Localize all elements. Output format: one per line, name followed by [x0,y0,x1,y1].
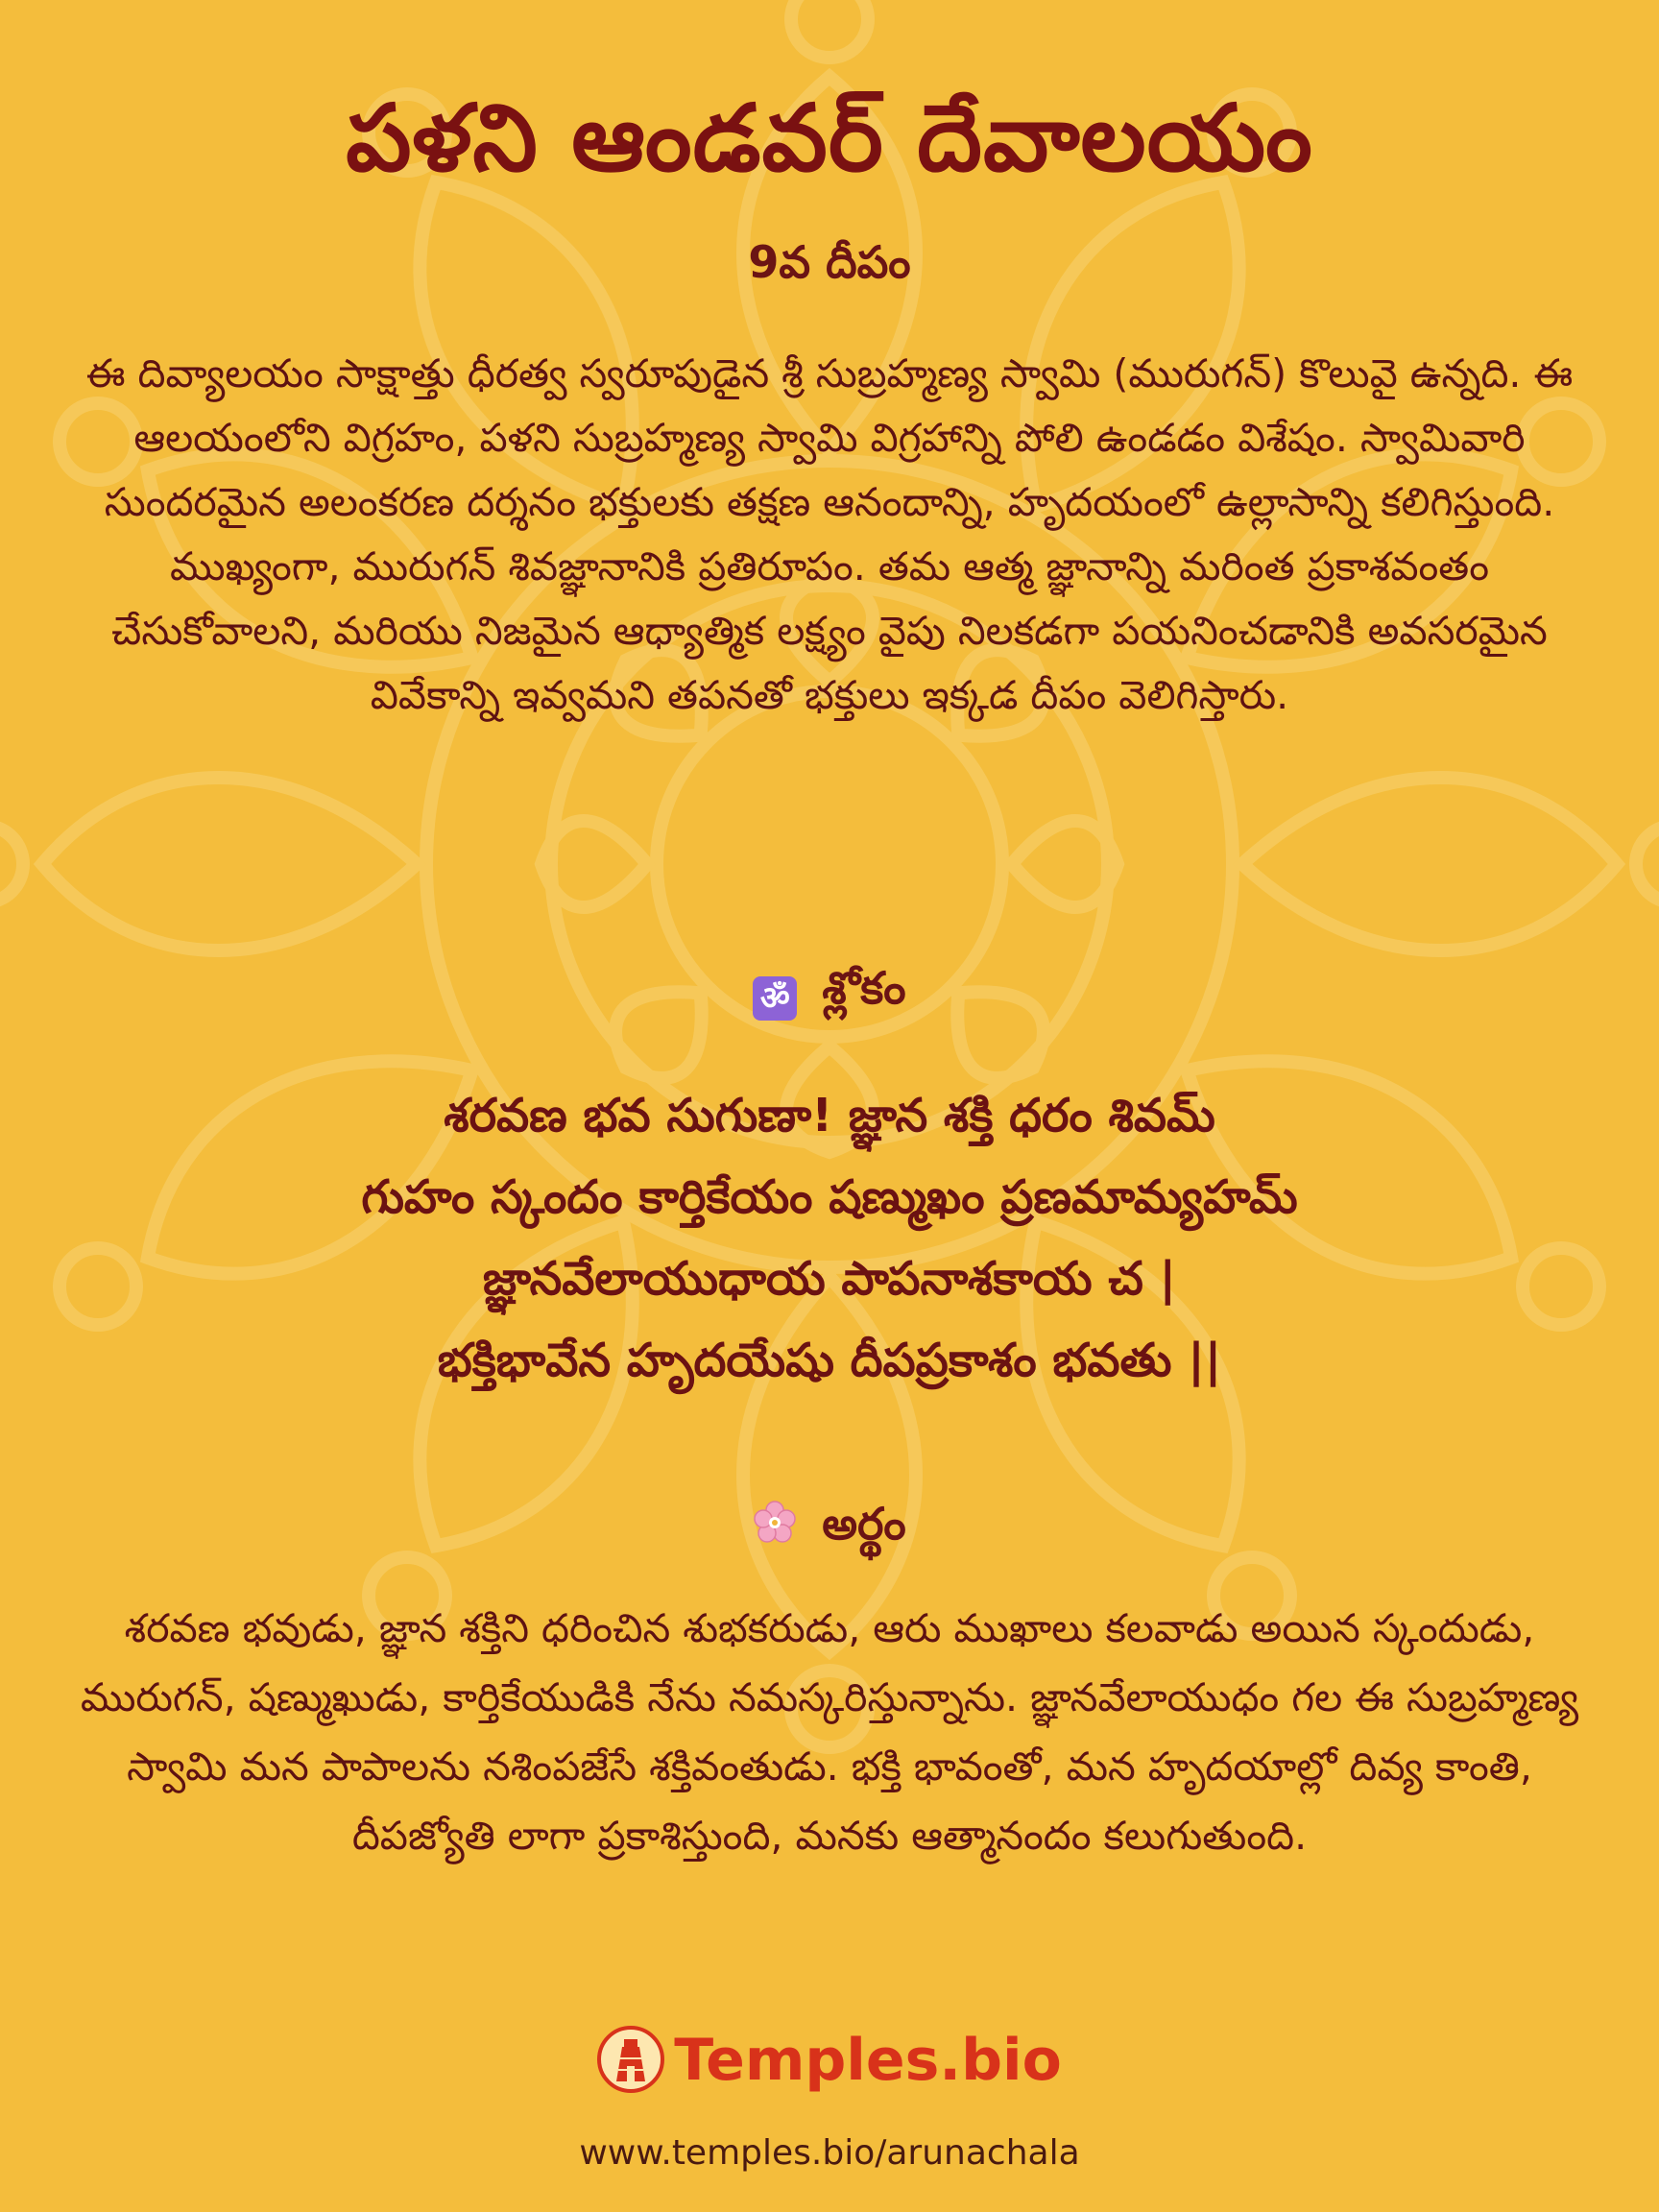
temple-gopuram-icon [597,2026,664,2093]
brand-name: Temples.bio [674,2027,1062,2094]
shloka-line: గుహం స్కందం కార్తికేయం షణ్ముఖం ప్రణమామ్యహమ్ [361,1170,1298,1224]
shloka-heading [0,962,1659,1025]
cherry-blossom-icon [753,1501,797,1545]
intro-paragraph: ఈ దివ్యాలయం సాక్షాత్తు ధీరత్వ స్వరూపుడైన శ్రీ సుబ్రహ్మణ్య స్వామి (మురుగన్) కొలువై ఉన్నది. ఈ ఆలయంలోని విగ్రహం, పళని సుబ్రహ్మణ్య స్వామి విగ్రహాన్ని పోలి ఉండడం విశేషం. స్వామివారి సుందరమైన అలంకరణ దర్శనం భక్తులకు తక్షణ ఆనందాన్ని, హృదయంలో ఉల్లాసాన్ని కలిగిస్తుంది. ముఖ్యంగా, మురుగన్ శివజ్ఞానానికి ప్రతిరూపం. తమ ఆత్మ జ్ఞానాన్ని మరింత ప్రకాశవంతం చేసుకోవాలని, మరియు నిజమైన ఆధ్యాత్మిక లక్ష్యం వైపు నిలకడగా పయనించడానికి అవసరమైన వివేకాన్ని ఇవ్వమని తపనతో భక్తులు ఇక్కడ దీపం వెలిగిస్తారు. [85,350,1574,718]
shloka-line: శరవణ భవ సుగుణా! జ్ఞాన శక్తి ధరం శివమ్ [444,1089,1215,1142]
shloka-line: జ్ఞానవేలాయుధాయ పాపనాశకాయ చ | [482,1252,1177,1306]
page-subtitle: 9వ దీపం [748,236,911,288]
shloka-heading-label: శ్లోకం [822,962,906,1014]
shloka-block [58,1075,1601,1402]
website-url[interactable]: www.temples.bio/arunachala [579,2133,1080,2173]
shloka-line: భక్తిభావేన హృదయేషు దీపప్రకాశం భవతు || [437,1334,1222,1387]
brand-logo[interactable] [0,2026,1659,2094]
page-title: పళని ఆండవర్ దేవాలయం [346,84,1313,192]
meaning-heading [0,1498,1659,1561]
meaning-paragraph: శరవణ భవుడు, జ్ఞాన శక్తిని ధరించిన శుభకరుడు, ఆరు ముఖాలు కలవాడు అయిన స్కందుడు, మురుగన్, షణ్ముఖుడు, కార్తికేయుడికి నేను నమస్కరిస్తున్నాను. జ్ఞానవేలాయుధం గల ఈ సుబ్రహ్మణ్య స్వామి మన పాపాలను నశింపజేసే శక్తివంతుడు. భక్తి భావంతో, మన హృదయాల్లో దివ్య కాంతి, దీపజ్యోతి లాగా ప్రకాశిస్తుంది, మనకు ఆత్మానందం కలుగుతుంది. [80,1605,1579,1859]
om-icon: ॐ [753,976,797,1021]
meaning-heading-label: అర్థం [822,1498,906,1550]
